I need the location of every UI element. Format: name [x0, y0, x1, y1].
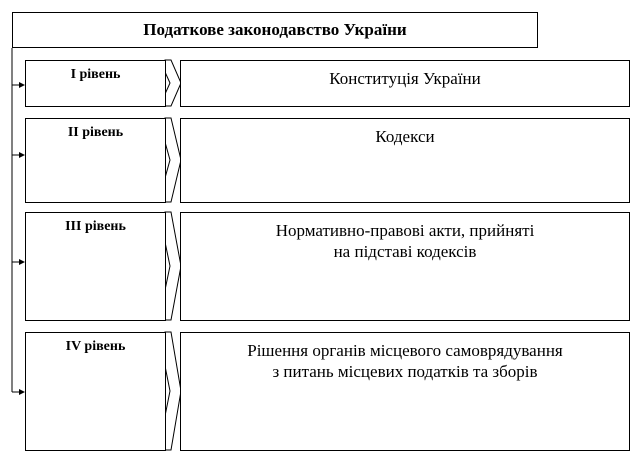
- level-box-1: [25, 60, 166, 107]
- content-text: з питань місцевих податків та зборів: [272, 362, 538, 381]
- chevron-level-1: [165, 60, 181, 106]
- chevron-level-4: [165, 332, 181, 450]
- content-text: Кодекси: [375, 127, 435, 146]
- level-box-2: [25, 118, 166, 203]
- level-label: III рівень: [65, 219, 126, 234]
- level-label: I рівень: [70, 67, 121, 82]
- level-label: II рівень: [67, 125, 124, 140]
- content-box-4: [180, 332, 630, 451]
- title-box: [12, 12, 538, 48]
- content-text: Нормативно-правові акти, прийняті: [275, 221, 535, 240]
- arrow-level-4: [12, 389, 25, 395]
- chevron-level-2: [165, 118, 181, 202]
- content-text: Рішення органів місцевого самоврядування: [247, 341, 563, 360]
- level-box-4: [25, 332, 166, 451]
- chevron-level-3: [165, 212, 181, 320]
- arrow-level-2: [12, 152, 25, 158]
- level-box-3: [25, 212, 166, 321]
- arrow-level-3: [12, 259, 25, 265]
- content-box-2: [180, 118, 630, 203]
- content-text: Конституція України: [329, 69, 481, 88]
- diagram-title: Податкове законодавство України: [143, 20, 407, 39]
- content-box-3: [180, 212, 630, 321]
- level-label: IV рівень: [65, 339, 126, 354]
- content-text: на підставі кодексів: [333, 242, 477, 261]
- content-box-1: [180, 60, 630, 107]
- arrow-level-1: [12, 82, 25, 88]
